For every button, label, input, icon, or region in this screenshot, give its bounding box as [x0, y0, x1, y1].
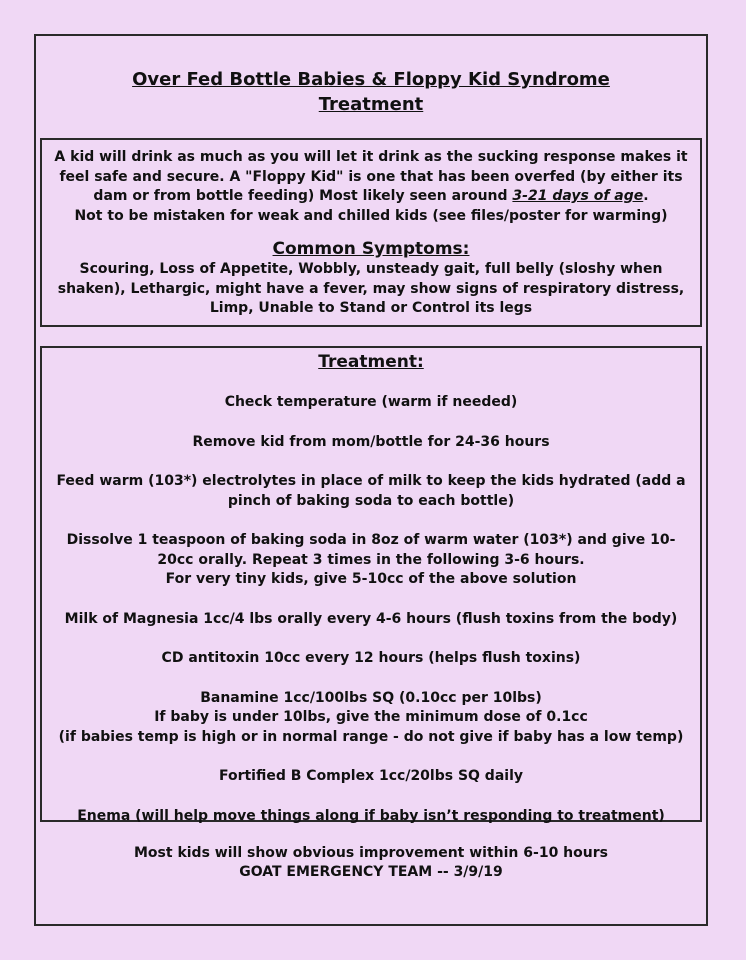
title-line-1: Over Fed Bottle Babies & Floppy Kid Syndrome — [132, 69, 610, 90]
treatment-step: Fortified B Complex 1cc/20lbs SQ daily — [218, 768, 524, 784]
document-page — [34, 34, 708, 926]
title-line-2: Treatment — [318, 94, 424, 115]
intro-paragraph: A kid will drink as much as you will let it drink as the sucking response makes it feel safe and secure. A "Floppy Kid" is one that has been overfed (by either its dam or from bottle feeding) Most likely seen around 3-21 days of age. — [54, 149, 688, 204]
treatment-step: Check temperature (warm if needed) — [224, 394, 518, 410]
footer-note: Most kids will show obvious improvement within 6-10 hours — [134, 845, 608, 861]
treatment-step: CD antitoxin 10cc every 12 hours (helps flush toxins) — [161, 650, 581, 666]
treatment-step: Banamine 1cc/100lbs SQ (0.10cc per 10lbs) If baby is under 10lbs, give the minimum dose of 0.1cc (if babies temp is high or in normal range - do not give if baby has a low temp) — [58, 689, 684, 745]
footer-credit: GOAT EMERGENCY TEAM -- 3/9/19 — [239, 864, 503, 880]
treatment-box — [40, 346, 702, 822]
treatment-step: Feed warm (103*) electrolytes in place of milk to keep the kids hydrated (add a pinch of baking soda to each bottle) — [56, 473, 686, 509]
intro-box — [40, 138, 702, 327]
treatment-heading: Treatment: — [318, 352, 424, 372]
treatment-step: Milk of Magnesia 1cc/4 lbs orally every 4-6 hours (flush toxins from the body) — [64, 610, 678, 627]
intro-note: Not to be mistaken for weak and chilled kids (see files/poster for warming) — [74, 207, 668, 224]
treatment-step: Enema (will help move things along if baby isn’t responding to treatment) — [77, 807, 665, 824]
symptoms-heading: Common Symptoms: — [272, 239, 470, 259]
treatment-step: Remove kid from mom/bottle for 24-36 hours — [192, 433, 550, 450]
treatment-step: Dissolve 1 teaspoon of baking soda in 8oz of warm water (103*) and give 10-20cc orally. Repeat 3 times in the following 3-6 hours. For very tiny kids, give 5-10cc of the above solution — [66, 532, 676, 587]
symptoms-text: Scouring, Loss of Appetite, Wobbly, unsteady gait, full belly (sloshy when shaken), Lethargic, might have a fever, may show signs of respiratory distress, Limp, Unable to Stand or Control its legs — [57, 261, 685, 316]
age-range-emphasis: 3-21 days of age — [512, 188, 644, 204]
